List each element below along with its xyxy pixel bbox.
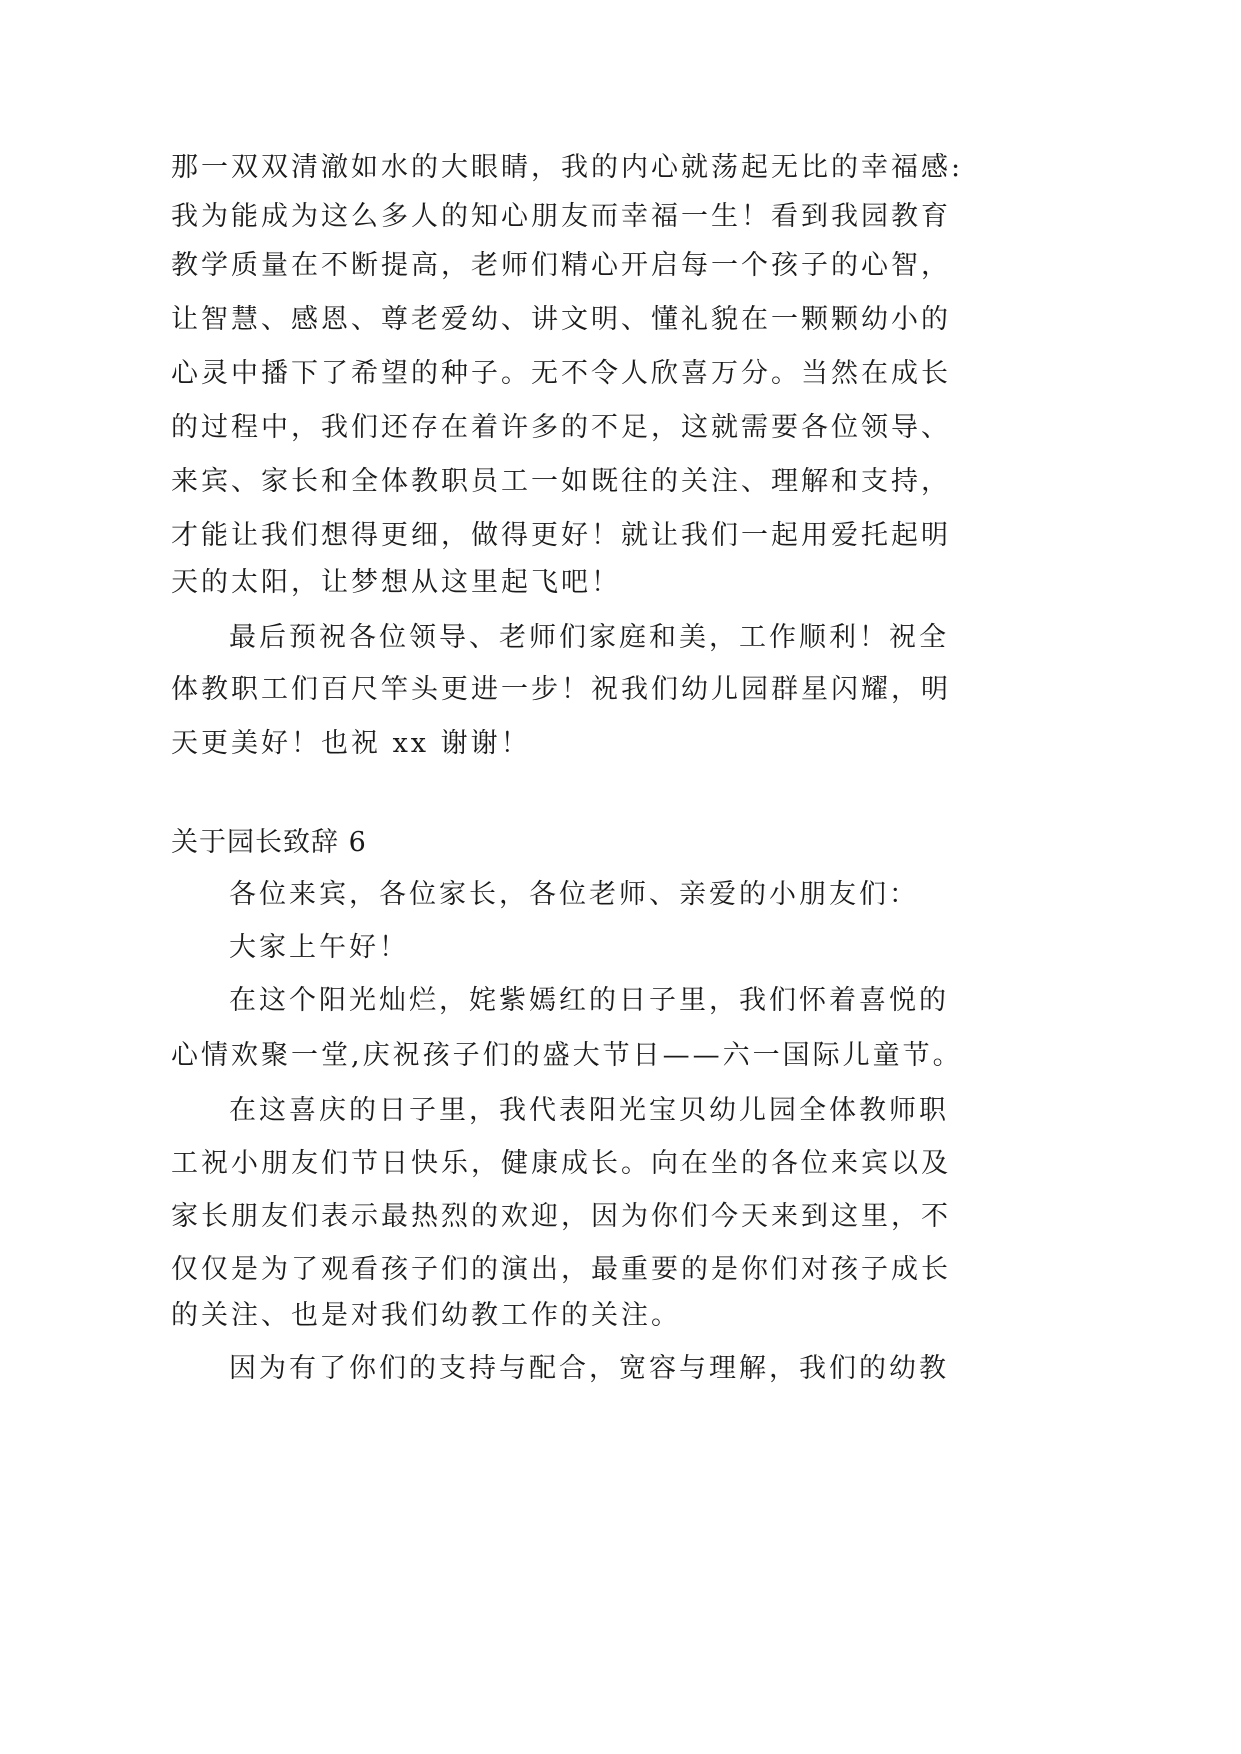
text-line: 天的太阳，让梦想从这里起飞吧！ (171, 567, 621, 598)
text-line: 心情欢聚一堂,庆祝孩子们的盛大节日——六一国际儿童节。 (171, 1040, 963, 1071)
paragraph-first-line: 在这个阳光灿烂，姹紫嫣红的日子里，我们怀着喜悦的 (229, 985, 949, 1016)
text-line: 家长朋友们表示最热烈的欢迎，因为你们今天来到这里，不 (171, 1201, 951, 1232)
paragraph-first-line: 因为有了你们的支持与配合，宽容与理解，我们的幼教 (229, 1353, 949, 1384)
text-line: 那一双双清澈如水的大眼睛，我的内心就荡起无比的幸福感: (171, 152, 964, 183)
text-line: 才能让我们想得更细，做得更好！就让我们一起用爱托起明 (171, 520, 951, 551)
text-line: 天更美好！也祝 xx 谢谢！ (171, 728, 531, 759)
text-line: 的关注、也是对我们幼教工作的关注。 (171, 1300, 681, 1331)
text-line: 仅仅是为了观看孩子们的演出，最重要的是你们对孩子成长 (171, 1254, 951, 1285)
text-line: 我为能成为这么多人的知心朋友而幸福一生！看到我园教育 (171, 201, 951, 232)
text-line: 工祝小朋友们节日快乐，健康成长。向在坐的各位来宾以及 (171, 1148, 951, 1179)
salutation: 各位来宾，各位家长，各位老师、亲爱的小朋友们： (229, 879, 919, 910)
section-heading: 关于园长致辞 6 (171, 827, 367, 858)
text-line: 心灵中播下了希望的种子。无不令人欣喜万分。当然在成长 (171, 358, 951, 389)
text-line: 教学质量在不断提高，老师们精心开启每一个孩子的心智， (171, 250, 951, 281)
paragraph-first-line: 在这喜庆的日子里，我代表阳光宝贝幼儿园全体教师职 (229, 1095, 949, 1126)
text-line: 来宾、家长和全体教职员工一如既往的关注、理解和支持， (171, 466, 951, 497)
greeting: 大家上午好！ (229, 932, 409, 963)
text-line: 让智慧、感恩、尊老爱幼、讲文明、懂礼貌在一颗颗幼小的 (171, 304, 951, 335)
text-line: 的过程中，我们还存在着许多的不足，这就需要各位领导、 (171, 412, 951, 443)
text-line: 体教职工们百尺竿头更进一步！祝我们幼儿园群星闪耀，明 (171, 674, 951, 705)
paragraph-first-line: 最后预祝各位领导、老师们家庭和美，工作顺利！祝全 (229, 622, 949, 653)
